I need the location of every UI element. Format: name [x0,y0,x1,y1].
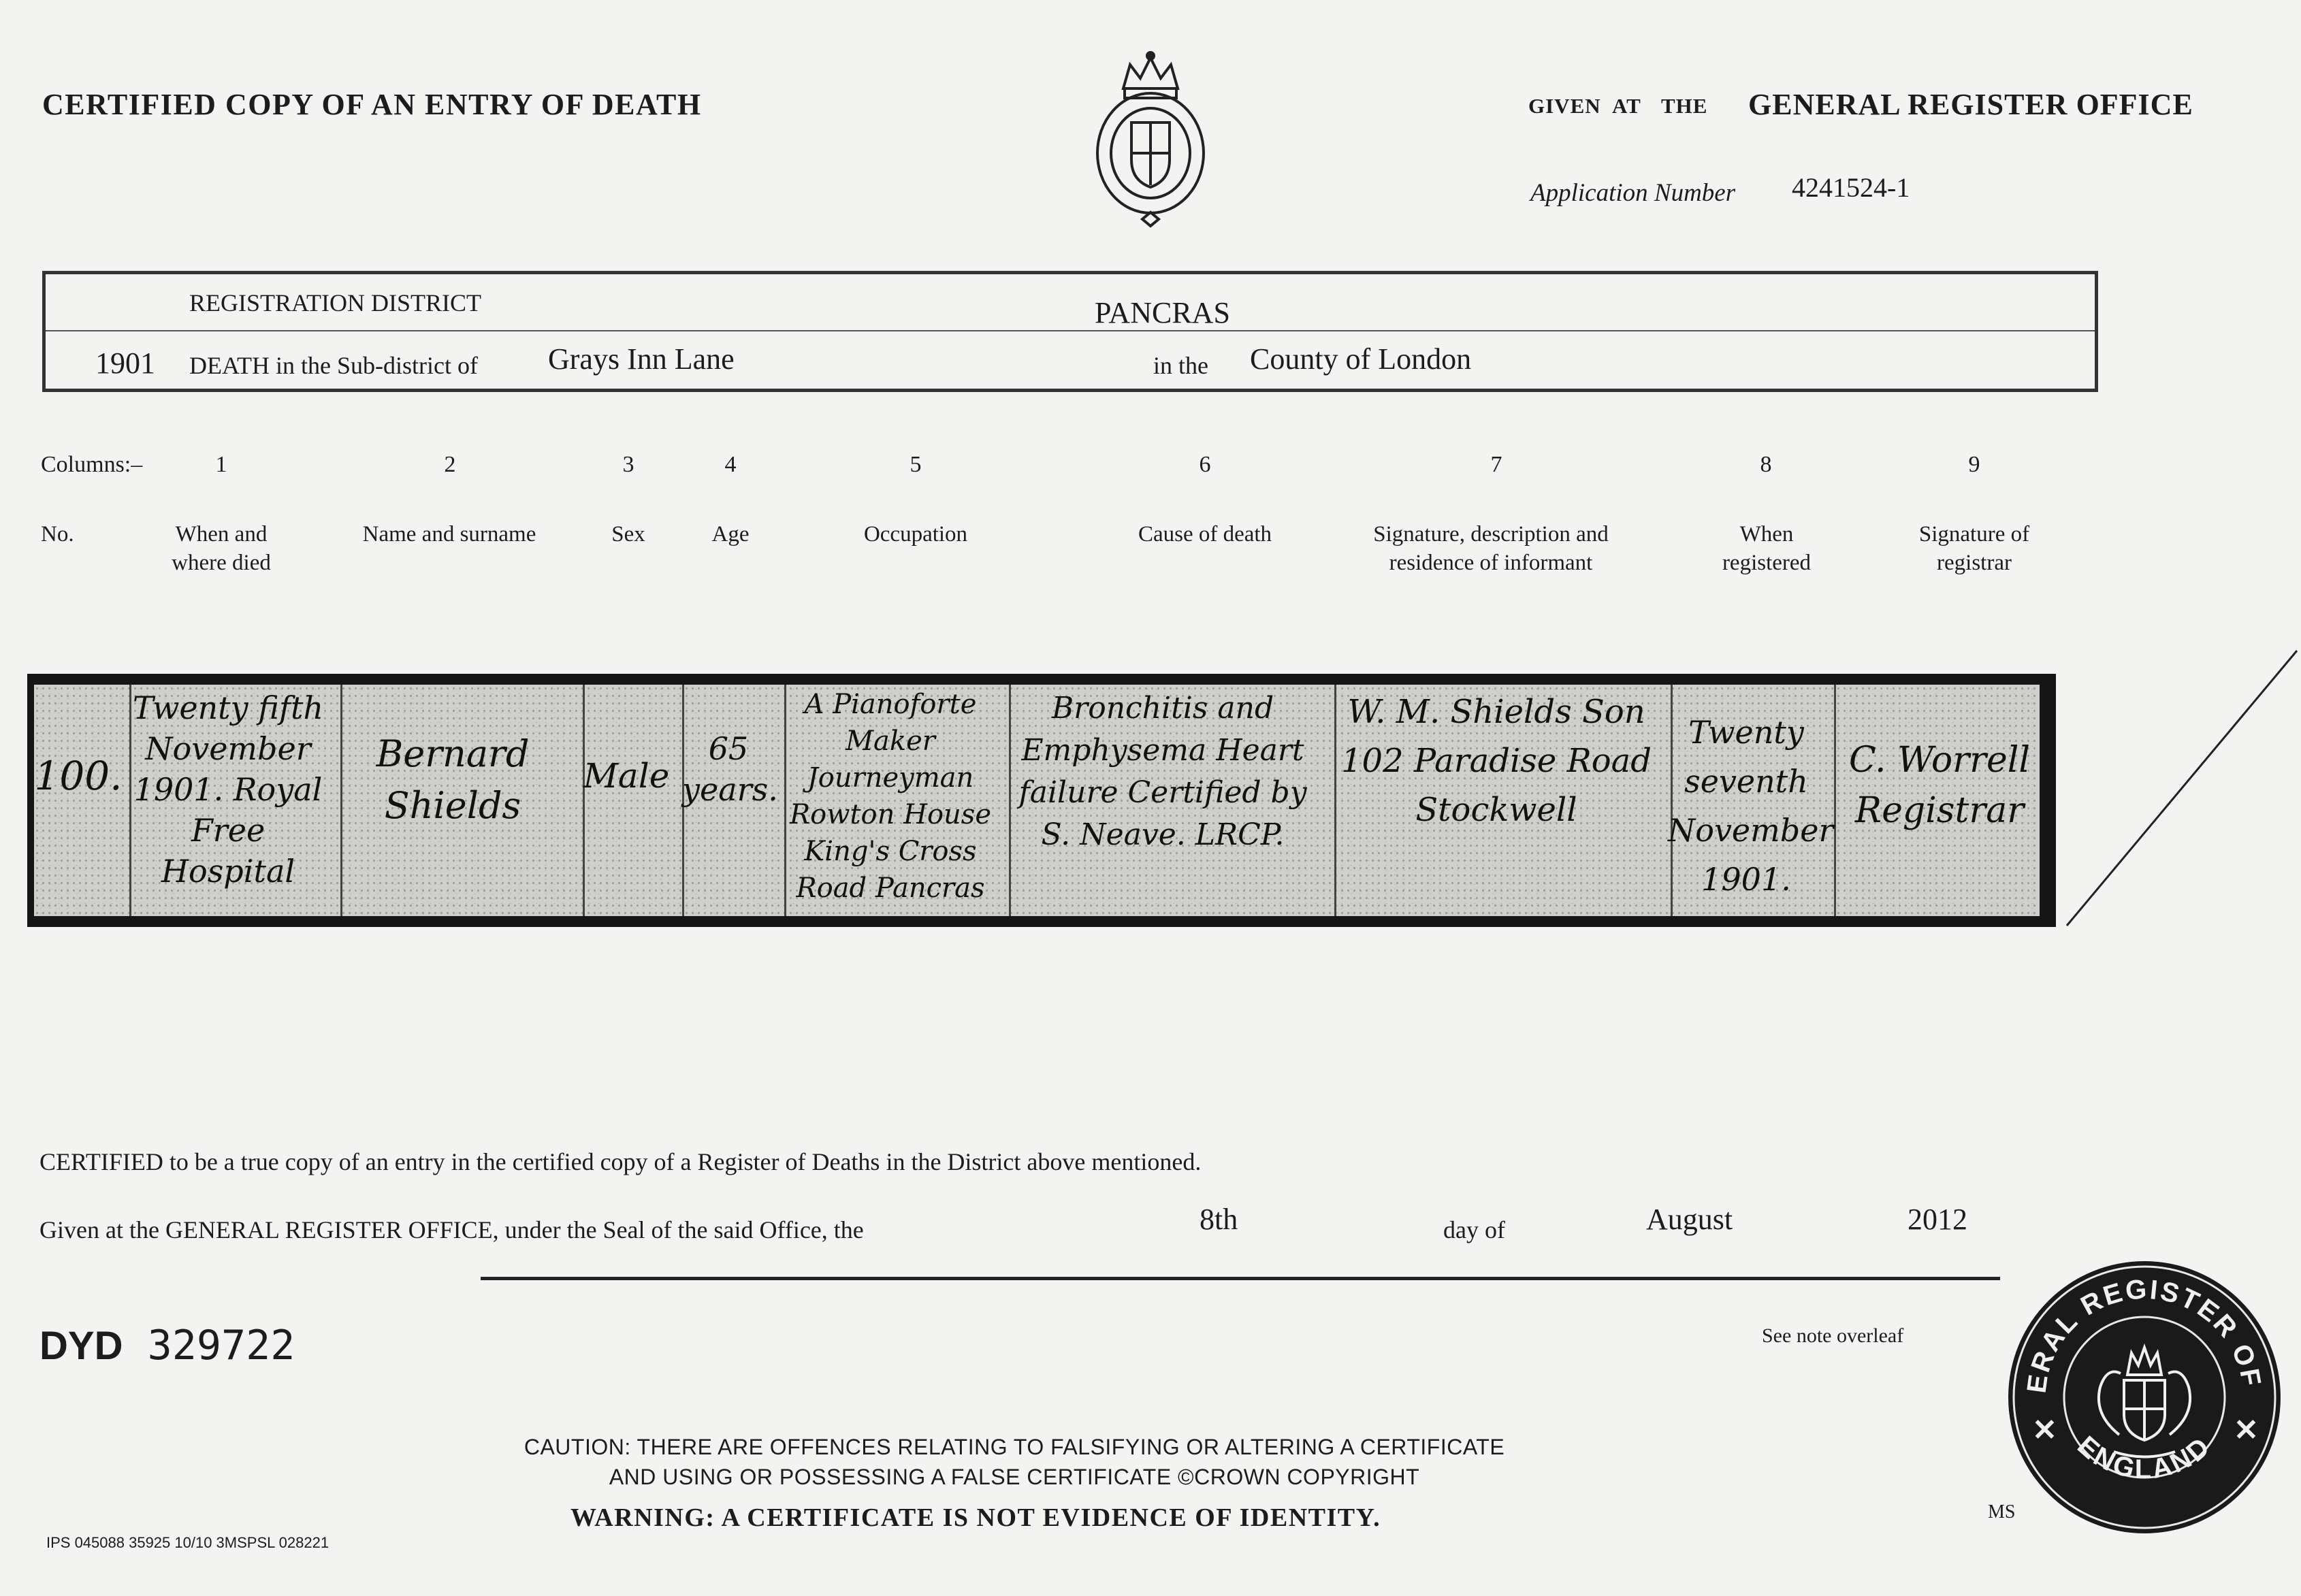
column-header-informant: Signature, description and residence of informant [1373,522,1609,575]
column-header-no: No. [41,522,74,547]
column-header-sex: Sex [611,522,645,547]
entry-sex: Male [583,756,670,796]
registration-district-label: REGISTRATION DISTRICT [189,289,481,316]
column-number: 3 [622,452,634,477]
column-number: 7 [1490,452,1502,477]
column-header-name: Name and surname [362,522,536,547]
cancel-diagonal-line [2063,647,2301,932]
serial-number: 329722 [147,1322,295,1369]
column-number: 8 [1760,452,1772,477]
caution-line-1: CAUTION: THERE ARE OFFENCES RELATING TO FALSIFYING OR ALTERING A CERTIFICATE [524,1435,1505,1459]
registration-year: 1901 [95,346,155,380]
in-the-label: in the [1153,352,1208,379]
entry-registrar: C. Worrell Registrar [1849,740,2030,831]
column-number: 5 [910,452,922,477]
column-number: 9 [1968,452,1980,477]
application-number-label: Application Number [1530,179,1736,207]
entry-registered: Twenty seventh November 1901. [1668,714,1834,898]
seal-top-text: ERAL REGISTER OF [2021,1274,2267,1395]
column-number: 6 [1199,452,1211,477]
entry-occupation: A Pianoforte Maker Journeyman Rowton House King's Cross Road Pancras [790,689,991,904]
svg-text:✕: ✕ [2234,1414,2259,1447]
entry-name: Bernard Shields [376,732,530,827]
certificate-day: 8th [1200,1203,1238,1236]
column-number: 1 [215,452,227,477]
subdistrict-label: DEATH in the Sub-district of [189,352,478,379]
seal-bottom-text: ENGLAND [2072,1430,2217,1485]
entry-cause: Bronchitis and Emphysema Heart failure Certified by S. Neave. LRCP. [1018,691,1307,852]
given-label: GIVEN [1528,94,1601,118]
column-header-age: Age [711,522,750,547]
certified-statement: CERTIFIED to be a true copy of an entry in the certified copy of a Register of Deaths in the District above mentioned. [39,1148,1202,1175]
entry-when-where: Twenty fifth November 1901. Royal Free Hospital [132,689,324,890]
signature-rule [481,1277,2000,1280]
given-at-label: AT [1612,94,1641,118]
identity-warning: WARNING: A CERTIFICATE IS NOT EVIDENCE OF IDENTITY. [570,1503,1381,1532]
columns-prefix: Columns:– [41,452,143,477]
caution-line-2: AND USING OR POSSESSING A FALSE CERTIFICATE ©CROWN COPYRIGHT [609,1465,1420,1489]
column-header-registrar: Signature of registrar [1918,522,2030,575]
given-statement: Given at the GENERAL REGISTER OFFICE, under the Seal of the said Office, the [39,1216,864,1243]
column-number: 2 [444,452,456,477]
subdistrict-name: Grays Inn Lane [548,342,735,376]
entry-age: 65 years. [682,730,778,808]
print-code: IPS 045088 35925 10/10 3MSPSL 028221 [46,1534,329,1551]
entry-informant: W. M. Shields Son 102 Paradise Road Stockwell [1341,693,1652,829]
general-register-office-seal [2005,1258,2284,1537]
registration-district-name: PANCRAS [1095,296,1230,329]
county-name: County of London [1250,342,1472,376]
column-header-cause: Cause of death [1138,522,1272,547]
column-header-registered: When registered [1722,522,1812,575]
royal-crest-icon [1082,41,1219,231]
column-number: 4 [724,452,737,477]
column-header-occupation: Occupation [863,522,968,547]
district-divider [46,330,2095,331]
certificate-month: August [1646,1203,1733,1236]
certificate-year: 2012 [1908,1203,1967,1236]
column-divider [583,685,585,916]
see-note-overleaf: See note overleaf [1762,1324,1904,1347]
office-name: GENERAL REGISTER OFFICE [1748,88,2193,121]
svg-text:✕: ✕ [2032,1414,2057,1447]
column-header-when-where: When and where died [172,522,271,575]
serial-prefix: DYD [39,1324,123,1368]
certificate-title: CERTIFIED COPY OF AN ENTRY OF DEATH [42,88,702,121]
application-number: 4241524-1 [1792,172,1910,203]
initials: MS [1988,1501,2016,1522]
day-of-label: day of [1443,1216,1505,1243]
certificate-serial [39,1322,295,1369]
entry-number: 100. [34,753,123,799]
given-the-label: THE [1661,94,1708,118]
caution-notice [442,1432,1586,1492]
